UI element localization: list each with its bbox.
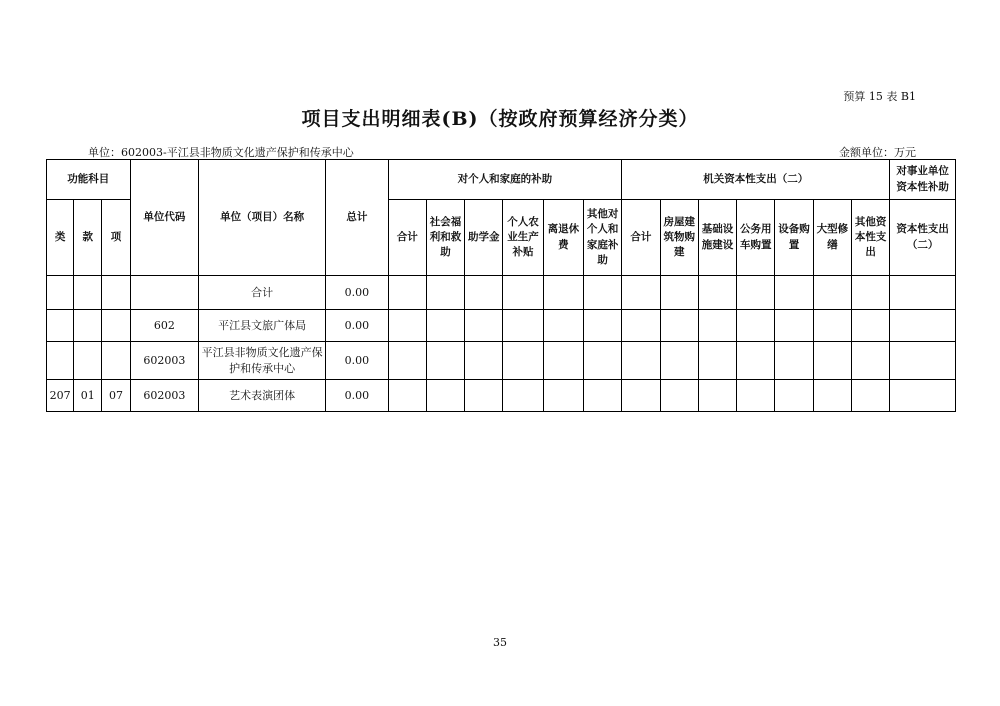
cell-empty — [426, 276, 464, 310]
cell-empty — [890, 380, 956, 412]
cell-empty — [737, 380, 775, 412]
cell-xiang — [102, 276, 130, 310]
cell-empty — [813, 276, 851, 310]
page-number: 35 — [493, 636, 507, 649]
cell-lei: 207 — [47, 380, 74, 412]
money-unit-label: 金额单位：万元 — [839, 146, 916, 159]
cell-empty — [737, 310, 775, 342]
cell-code: 602 — [130, 310, 199, 342]
cell-empty — [660, 380, 698, 412]
header-lei: 类 — [47, 200, 74, 276]
cell-total: 0.00 — [326, 276, 388, 310]
cell-code: 602003 — [130, 342, 199, 380]
cell-empty — [813, 380, 851, 412]
cell-empty — [622, 342, 660, 380]
cell-kuan — [74, 276, 102, 310]
cell-empty — [465, 342, 503, 380]
header-personal-col: 合计 — [388, 200, 426, 276]
cell-lei — [47, 342, 74, 380]
header-unit-code: 单位代码 — [130, 160, 199, 276]
table-row — [47, 342, 956, 380]
cell-empty — [660, 310, 698, 342]
cell-empty — [503, 276, 543, 310]
cell-empty — [584, 310, 622, 342]
cell-empty — [388, 276, 426, 310]
cell-empty — [426, 310, 464, 342]
header-personal-col: 离退休费 — [543, 200, 583, 276]
cell-empty — [622, 310, 660, 342]
cell-empty — [737, 342, 775, 380]
cell-kuan — [74, 342, 102, 380]
header-unit-name: 单位（项目）名称 — [199, 160, 326, 276]
header-public-group: 对事业单位资本性补助 — [890, 160, 956, 200]
header-capital-col: 房屋建筑物购建 — [660, 200, 698, 276]
cell-empty — [698, 310, 736, 342]
header-capital-col: 合计 — [622, 200, 660, 276]
cell-empty — [388, 342, 426, 380]
cell-empty — [465, 380, 503, 412]
cell-lei — [47, 276, 74, 310]
cell-xiang: 07 — [102, 380, 130, 412]
cell-empty — [426, 380, 464, 412]
cell-empty — [851, 342, 889, 380]
cell-empty — [388, 380, 426, 412]
cell-name: 平江县非物质文化遗产保护和传承中心 — [199, 342, 326, 380]
cell-empty — [543, 380, 583, 412]
header-total: 总计 — [326, 160, 388, 276]
cell-empty — [503, 310, 543, 342]
unit-label: 单位：602003-平江县非物质文化遗产保护和传承中心 — [88, 146, 354, 159]
header-capital-col: 大型修缮 — [813, 200, 851, 276]
header-function-group: 功能科目 — [47, 160, 131, 200]
cell-empty — [813, 342, 851, 380]
header-capital-col: 基础设施建设 — [698, 200, 736, 276]
cell-total: 0.00 — [326, 342, 388, 380]
cell-kuan — [74, 310, 102, 342]
cell-empty — [698, 276, 736, 310]
cell-code — [130, 276, 199, 310]
header-personal-col: 社会福利和救助 — [426, 200, 464, 276]
cell-empty — [584, 276, 622, 310]
cell-empty — [465, 310, 503, 342]
cell-empty — [503, 380, 543, 412]
cell-empty — [465, 276, 503, 310]
cell-empty — [426, 342, 464, 380]
cell-empty — [503, 342, 543, 380]
cell-empty — [890, 276, 956, 310]
cell-empty — [737, 276, 775, 310]
cell-empty — [660, 276, 698, 310]
header-xiang: 项 — [102, 200, 130, 276]
cell-empty — [622, 276, 660, 310]
header-personal-group: 对个人和家庭的补助 — [388, 160, 622, 200]
cell-name: 平江县文旅广体局 — [199, 310, 326, 342]
cell-empty — [698, 342, 736, 380]
cell-xiang — [102, 310, 130, 342]
cell-total: 0.00 — [326, 380, 388, 412]
cell-empty — [851, 276, 889, 310]
header-capital-group: 机关资本性支出（二） — [622, 160, 890, 200]
cell-name: 合计 — [199, 276, 326, 310]
header-capital-col: 其他资本性支出 — [851, 200, 889, 276]
cell-empty — [813, 310, 851, 342]
header-public-col: 资本性支出（二） — [890, 200, 956, 276]
cell-empty — [775, 276, 813, 310]
cell-kuan: 01 — [74, 380, 102, 412]
header-capital-col: 公务用车购置 — [737, 200, 775, 276]
cell-lei — [47, 310, 74, 342]
cell-empty — [890, 310, 956, 342]
cell-xiang — [102, 342, 130, 380]
cell-empty — [584, 342, 622, 380]
cell-empty — [775, 380, 813, 412]
header-personal-col: 个人农业生产补贴 — [503, 200, 543, 276]
cell-empty — [890, 342, 956, 380]
cell-empty — [660, 342, 698, 380]
cell-empty — [584, 380, 622, 412]
header-kuan: 款 — [74, 200, 102, 276]
cell-empty — [775, 310, 813, 342]
cell-empty — [851, 310, 889, 342]
budget-table — [46, 159, 956, 412]
cell-empty — [698, 380, 736, 412]
page-title: 项目支出明细表(B)（按政府预算经济分类） — [301, 108, 699, 130]
table-row — [47, 380, 956, 412]
cell-empty — [388, 310, 426, 342]
header-personal-col: 其他对个人和家庭补助 — [584, 200, 622, 276]
cell-empty — [775, 342, 813, 380]
cell-name: 艺术表演团体 — [199, 380, 326, 412]
cell-empty — [622, 380, 660, 412]
cell-empty — [851, 380, 889, 412]
cell-code: 602003 — [130, 380, 199, 412]
table-row — [47, 276, 956, 310]
cell-empty — [543, 310, 583, 342]
header-capital-col: 设备购置 — [775, 200, 813, 276]
cell-empty — [543, 276, 583, 310]
table-number-label: 预算 15 表 B1 — [843, 90, 916, 103]
header-personal-col: 助学金 — [465, 200, 503, 276]
table-row — [47, 310, 956, 342]
cell-empty — [543, 342, 583, 380]
cell-total: 0.00 — [326, 310, 388, 342]
